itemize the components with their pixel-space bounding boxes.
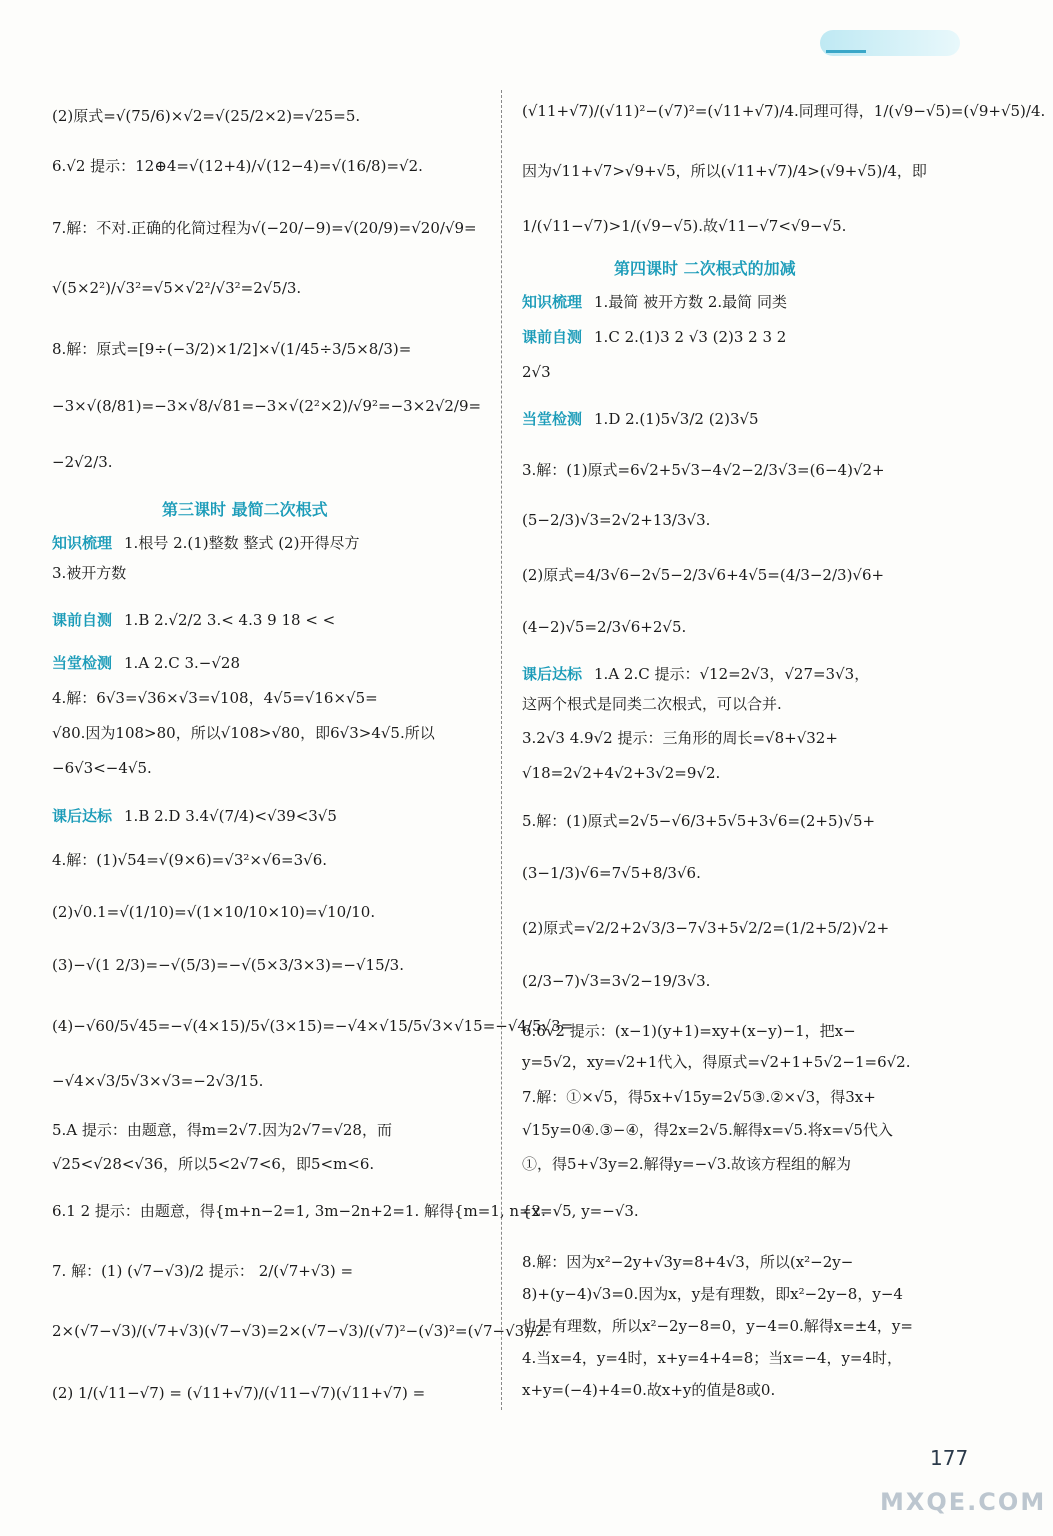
text-line: (2)原式=√2/2+2√3/3−7√3+5√2/2=(1/2+5/2)√2+ (522, 919, 890, 937)
text-line: 因为√11+√7>√9+√5，所以(√11+√7)/4>(√9+√5)/4，即 (522, 162, 927, 180)
text-line: 课前自测 1.C 2.(1)3 2 √3 (2)3 2 3 2 (522, 328, 787, 346)
text-line: (√11+√7)/(√11)²−(√7)²=(√11+√7)/4.同理可得，1/(√9−√5)=(√9+√5)/4. (522, 102, 1046, 120)
text-line: 知识梳理 1.最简 被开方数 2.最简 同类 (522, 293, 787, 311)
text-line: 课前自测 1.B 2.√2/2 3.< 4.3 9 18 < < (52, 611, 336, 629)
text-line: (5−2/3)√3=2√2+13/3√3. (522, 511, 711, 529)
text-line: (2)原式=√(75/6)×√2=√(25/2×2)=√25=5. (52, 107, 361, 125)
text-line: 课后达标 1.A 2.C 提示：√12=2√3，√27=3√3， (522, 665, 870, 683)
text-line: √25<√28<√36，所以5<2√7<6，即5<m<6. (52, 1155, 375, 1173)
text-line: √18=2√2+4√2+3√2=9√2. (522, 764, 721, 782)
section-tag: 知识梳理 (52, 534, 113, 552)
section-tag: 知识梳理 (522, 293, 583, 311)
text-line: x+y=(−4)+4=0.故x+y的值是8或0. (522, 1381, 776, 1399)
text-line: 8.解：因为x²−2y+√3y=8+4√3，所以(x²−2y− (522, 1253, 854, 1271)
text-line: y=5√2，xy=√2+1代入，得原式=√2+1+5√2−1=6√2. (522, 1053, 911, 1071)
section-tag: 课前自测 (522, 328, 583, 346)
text-line: 1/(√11−√7)>1/(√9−√5).故√11−√7<√9−√5. (522, 217, 847, 235)
text-line: 8)+(y−4)√3=0.因为x，y是有理数，即x²−2y−8，y−4 (522, 1285, 903, 1303)
section-tag: 当堂检测 (522, 410, 583, 428)
text-line: ①，得5+√3y=2.解得y=−√3.故该方程组的解为 (522, 1155, 852, 1173)
text-line: (3)−√(1 2/3)=−√(5/3)=−√(5×3/3×3)=−√15/3. (52, 956, 404, 974)
text-line: −√4×√3/5√3×√3=−2√3/15. (52, 1072, 264, 1090)
text-line: 8.解：原式=[9÷(−3/2)×1/2]×√(1/45÷3/5×8/3)= (52, 340, 412, 358)
text-line: 2×(√7−√3)/(√7+√3)(√7−√3)=2×(√7−√3)/(√7)²−(√3)²=(√7−√3)/2. (52, 1322, 550, 1340)
text-line: (2/3−7)√3=3√2−19/3√3. (522, 972, 711, 990)
text-line: 3.解：(1)原式=6√2+5√3−4√2−2/3√3=(6−4)√2+ (522, 461, 885, 479)
text-line: −3×√(8/81)=−3×√8/√81=−3×√(2²×2)/√9²=−3×2√2/9= (52, 397, 482, 415)
text-line: 4.当x=4，y=4时，x+y=4+4=8；当x=−4，y=4时， (522, 1349, 903, 1367)
text-line: 6.6√2 提示：(x−1)(y+1)=xy+(x−y)−1，把x− (522, 1022, 856, 1040)
text-line: 也是有理数，所以x²−2y−8=0，y−4=0.解得x=±4，y= (522, 1317, 913, 1335)
text-line: 5.A 提示：由题意，得m=2√7.因为2√7=√28，而 (52, 1121, 392, 1139)
text-line: 3.被开方数 (52, 564, 127, 582)
watermark-logo: MXQE.COM (880, 1488, 1047, 1516)
text-line: 7. 解：(1) (√7−√3)/2 提示： 2/(√7+√3) = (52, 1262, 354, 1280)
section-tag: 当堂检测 (52, 654, 113, 672)
text-line: (4−2)√5=2/3√6+2√5. (522, 618, 687, 636)
text-line: −6√3<−4√5. (52, 759, 152, 777)
text-line: 4.解：(1)√54=√(9×6)=√3²×√6=3√6. (52, 851, 328, 869)
text-line: 3.2√3 4.9√2 提示：三角形的周长=√8+√32+ (522, 729, 838, 747)
text-line: 这两个根式是同类二次根式，可以合并. (522, 695, 782, 713)
text-line: −2√2/3. (52, 453, 113, 471)
text-line: 当堂检测 1.A 2.C 3.−√28 (52, 654, 241, 672)
text-line: 2√3 (522, 363, 551, 381)
section-heading: 第四课时 二次根式的加减 (614, 259, 796, 278)
text-line: 5.解：(1)原式=2√5−√6/3+5√5+3√6=(2+5)√5+ (522, 812, 876, 830)
text-line: {x=√5, y=−√3. (522, 1202, 639, 1220)
text-line: 6.1 2 提示：由题意，得{m+n−2=1, 3m−2n+2=1. 解得{m=1, n=2. (52, 1202, 546, 1220)
text-line: (4)−√60/5√45=−√(4×15)/5√(3×15)=−√4×√15/5√3×√15=−√4/5√3= (52, 1017, 574, 1035)
text-line: 课后达标 1.B 2.D 3.4√(7/4)<√39<3√5 (52, 807, 337, 825)
header-decoration-line (826, 50, 866, 53)
text-line: 7.解：①×√5，得5x+√15y=2√5③.②×√3，得3x+ (522, 1088, 876, 1106)
text-line: √15y=0④.③−④，得2x=2√5.解得x=√5.将x=√5代入 (522, 1121, 893, 1139)
text-line: (2)原式=4/3√6−2√5−2/3√6+4√5=(4/3−2/3)√6+ (522, 566, 885, 584)
text-line: 知识梳理 1.根号 2.(1)整数 整式 (2)开得尽方 (52, 534, 360, 552)
text-line: (2)√0.1=√(1/10)=√(1×10/10×10)=√10/10. (52, 903, 376, 921)
section-tag: 课后达标 (52, 807, 113, 825)
section-tag: 课后达标 (522, 665, 583, 683)
section-tag: 课前自测 (52, 611, 113, 629)
text-line: (3−1/3)√6=7√5+8/3√6. (522, 864, 701, 882)
text-line: (2) 1/(√11−√7) = (√11+√7)/(√11−√7)(√11+√7) = (52, 1384, 426, 1402)
section-heading: 第三课时 最简二次根式 (162, 500, 328, 519)
text-line: 7.解：不对.正确的化简过程为√(−20/−9)=√(20/9)=√20/√9= (52, 219, 477, 237)
page-number: 177 (930, 1446, 969, 1470)
text-line: 6.√2 提示：12⊕4=√(12+4)/√(12−4)=√(16/8)=√2. (52, 157, 423, 175)
text-line: 4.解：6√3=√36×√3=√108，4√5=√16×√5= (52, 689, 378, 707)
text-line: 当堂检测 1.D 2.(1)5√3/2 (2)3√5 (522, 410, 759, 428)
text-line: √80.因为108>80，所以√108>√80，即6√3>4√5.所以 (52, 724, 435, 742)
text-line: √(5×2²)/√3²=√5×√2²/√3²=2√5/3. (52, 279, 302, 297)
